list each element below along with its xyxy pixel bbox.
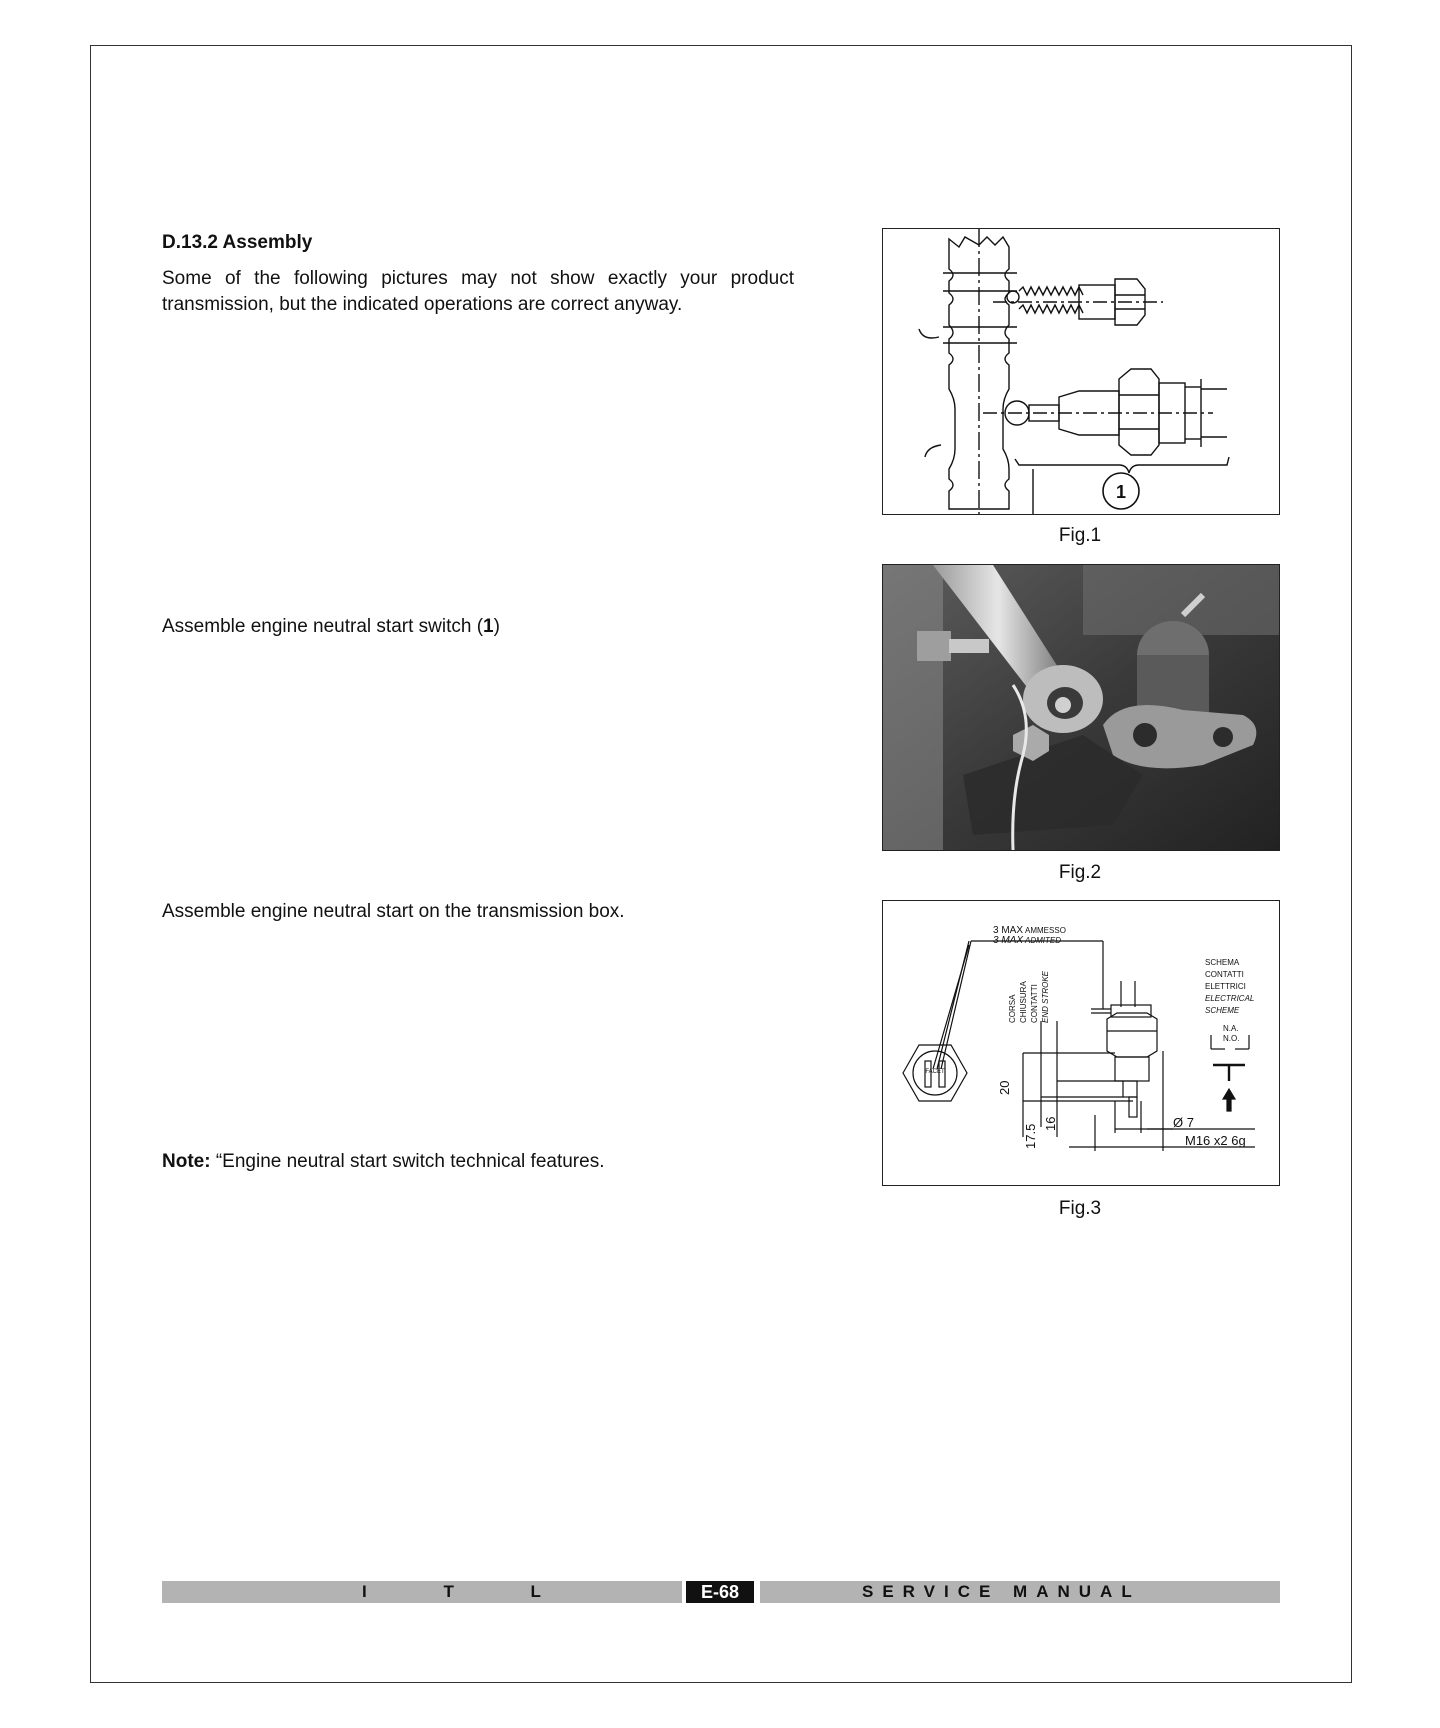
installation-photo — [883, 565, 1279, 850]
page-footer — [162, 1581, 1280, 1603]
page-number: E-68 — [686, 1581, 754, 1603]
fig3-scheme: SCHEME — [1205, 1006, 1240, 1015]
footer-title: SERVICE MANUAL — [862, 1582, 1141, 1601]
fig3-max-it-prefix: 3 MAX — [993, 925, 1024, 936]
figure-3-technical-drawing — [882, 900, 1280, 1186]
fig1-caption: Fig.1 — [1058, 525, 1102, 546]
fig3-dim-20: 20 — [997, 1080, 1012, 1095]
switch-cross-section-drawing — [883, 229, 1279, 514]
section-heading: D.13.2 Assembly — [162, 232, 313, 253]
svg-text:3 MAXADMITED — [993, 935, 1061, 946]
fig3-diameter: Ø 7 — [1173, 1115, 1194, 1130]
note-paragraph — [162, 1151, 604, 1173]
fig3-contatti: CONTATTI — [1030, 984, 1039, 1023]
switch-dimensions-drawing — [883, 901, 1279, 1185]
fig3-schema: SCHEMA — [1205, 958, 1240, 967]
fig3-hex-text: FACET — [925, 1069, 945, 1075]
fig3-electrical: ELECTRICAL — [1205, 994, 1255, 1003]
note-text: “Engine neutral start switch technical features. — [210, 1151, 605, 1172]
fig3-caption: Fig.3 — [1058, 1198, 1102, 1219]
fig3-end-stroke: END STROKE — [1041, 970, 1050, 1023]
fig3-dim-17-5: 17.5 — [1023, 1123, 1038, 1149]
fig3-elettrici: ELETTRICI — [1205, 982, 1246, 991]
step-text-pre: Assemble engine neutral start switch ( — [162, 616, 484, 637]
fig3-na: N.A. — [1223, 1024, 1239, 1033]
fig2-caption: Fig.2 — [1058, 862, 1102, 883]
fig1-callout: 1 — [1115, 482, 1127, 502]
step-callout-ref: 1 — [483, 616, 494, 637]
fig3-max-en-prefix: 3 MAX — [993, 935, 1024, 946]
fig3-chiusura: CHIUSURA — [1019, 981, 1028, 1023]
fig3-max-en-suffix: ADMITED — [1025, 936, 1062, 945]
fig3-corsa: CORSA — [1008, 994, 1017, 1023]
fig3-dim-16: 16 — [1043, 1116, 1058, 1131]
footer-brand: I T L — [362, 1582, 577, 1601]
fig3-no: N.O. — [1223, 1034, 1240, 1043]
intro-paragraph: Some of the following pictures may not show exactly your product transmission, but the indicated operations are correct anyway. — [162, 268, 794, 315]
step-assemble-switch — [162, 616, 500, 638]
step-text-post: ) — [493, 616, 500, 637]
fig3-thread: M16 x2 6g — [1185, 1133, 1246, 1148]
figure-2-photo — [882, 564, 1280, 851]
fig3-max-it-suffix: AMMESSO — [1025, 926, 1066, 935]
figure-1-drawing — [882, 228, 1280, 515]
note-label: Note: — [162, 1151, 211, 1172]
step-assemble-on-box: Assemble engine neutral start on the transmission box. — [162, 901, 625, 922]
fig3-contatti2: CONTATTI — [1205, 970, 1244, 979]
